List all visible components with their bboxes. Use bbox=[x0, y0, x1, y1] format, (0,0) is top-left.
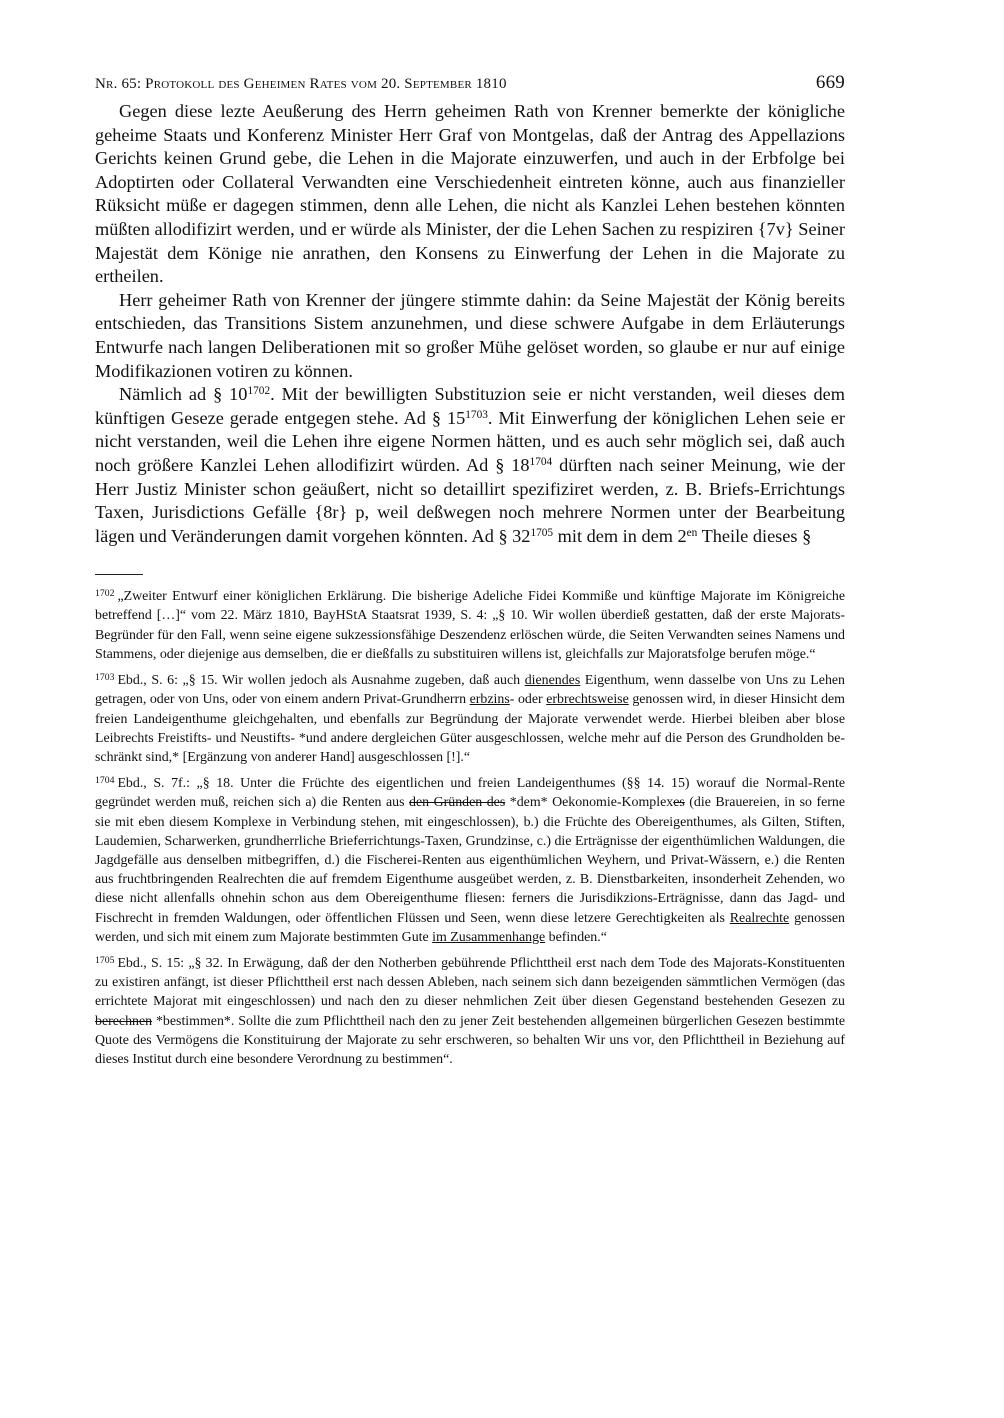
footnote-text: Ebd., S. 6: „§ 15. Wir wollen jedoch als Ausnahme zugeben, daß auch bbox=[117, 673, 525, 689]
footnote-ref-1702[interactable]: 1702 bbox=[247, 384, 271, 397]
text-segment: Theile dieses § bbox=[697, 525, 812, 546]
footnote-number: 1705 bbox=[95, 954, 115, 966]
footnote-1703 bbox=[95, 671, 845, 767]
footnote-text: - oder bbox=[509, 692, 547, 708]
footnote-text: (die Brauereien, in so ferne sie mit eben diesem Komplexe in Verbindung stehen, mit eingeschlossen), b.) die Früchte des Obereigenthumes, als Gilten, Stiften, Laudemien, Scharwerken, grundherrliche Brieferrichtungs-Taxen, Grundzinse, c.) die Erträgnisse der eigenthümlichen Waldungen, die Jagdgefälle aus denselben mitbegriffen, d.) die Fischerei-Renten aus eigenthümlichen Weyhern, und Privat-Wässern, e.) die Renten aus fruchtbringenden Realrechten die auf fremdem Eigenthume ausgeübet werden, z. B. Dienstbarkeiten, insonderheit Zehenden, wo diese nicht allenfalls ohnehin schon aus dem Obereigenthume fliesen: ferners die Jurisdikzions-Erträgnisse, dann das Jagd- und Fischrecht in fremden Waldungen, oder öffentlichen Flüssen und Seen, wenn diese letzere Gerechtigkeiten als bbox=[95, 795, 846, 926]
footnote-ref-1705[interactable]: 1705 bbox=[530, 526, 554, 539]
footnote-text: genossen werden, und sich mit einem zum Majorate bestimmten Gute bbox=[95, 910, 845, 945]
paragraph-krenner-junior: Herr geheimer Rath von Krenner der jüngere stimmte dahin: da Seine Majestät der König bereits entschieden, das Transitions Sistem anzunehmen, und diese schwere Aufgabe in dem Erläuterungs Entwurfe nach langen Deliberationen mit so großer Mühe gelöset worden, so glaube er nur auf einige Modifikazionen votiren zu können. bbox=[95, 289, 845, 381]
footnote-text: *dem* Oekonomie-Komplex bbox=[505, 795, 674, 811]
text-segment: . Mit Einwerfung der königlichen Lehen seie er nicht verstanden, weil die Lehen ihre eigene Normen hätten, und es auch sehr möglich sei, daß auch noch größere Kanzlei Lehen allodifizirt würden. Ad § 18 bbox=[95, 407, 845, 475]
paragraph-modifications bbox=[95, 383, 845, 548]
footnote-1702 bbox=[95, 587, 845, 664]
footnote-text: Ebd., S. 7f.: „§ 18. Unter die Früchte des eigentlichen und freien Landeigenthumes (§§ 14. 15) worauf die Normal-Rente gegründet werden muß, reichen sich a) die Renten aus bbox=[95, 776, 845, 811]
footnote-1704 bbox=[95, 774, 845, 947]
running-title: Nr. 65: Protokoll des Geheimen Rates vom 20. September 1810 bbox=[95, 76, 507, 92]
running-header bbox=[95, 70, 845, 100]
struck-text: berechnen bbox=[95, 1013, 153, 1029]
footnote-text: Eigenthum, wenn dasselbe von Uns zu Lehen getragen, oder von Uns, oder von einem andern Privat-Grundherrn bbox=[95, 673, 845, 708]
underlined-word: erbrechtsweise bbox=[546, 692, 629, 708]
footnote-text: befinden.“ bbox=[545, 929, 607, 945]
footnote-number: 1703 bbox=[95, 671, 115, 683]
page-number: 669 bbox=[815, 72, 845, 93]
underlined-word: Realrechte bbox=[729, 910, 790, 926]
underlined-word: im Zusammenhange bbox=[432, 929, 546, 945]
footnote-text: „Zweiter Entwurf einer königlichen Erklärung. Die bisherige Adeliche Fidei Kommiße und künftige Majorate im Königreiche betreffend […]“ vom 22. März 1810, BayHStA Staatsrat 1939, S. 4: „§ 10. Wir wollen überdieß gestatten, daß der erste Majorats-Begründer für den Fall, wenn seine eigene sukzessionsfähige Deszendenz erlöschen würde, die Seiten Verwandten seines Namens und Stammens, oder diejenige aus demselben, die er dießfalls zu substituiren willens ist, gleichfalls zur Majoratsfolge berufen möge.“ bbox=[95, 589, 845, 662]
text-segment: Nämlich ad § 10 bbox=[119, 384, 248, 405]
underlined-word: dienendes bbox=[524, 673, 581, 689]
footnote-text: genossen wird, in dieser Hinsicht dem freien Landeigenthume gleichgehalten, und ebenfalls zur Begründung der Majorate verwendet werde. Hierbei bleiben aber blose Leibrechts Freistifts- und Neustifts- *und andere dergleichen Güter ausgeschlossen, welche mehr auf die Person des Grundholden beschränkt sind,* [Ergänzung von anderer Hand] ausgeschlossen [!].“ bbox=[95, 692, 845, 765]
footnotes bbox=[95, 587, 845, 1069]
text-segment: . Mit der bewilligten Substituzion seie er nicht verstanden, weil dieses dem künftigen Geseze gerade entgegen stehe. Ad § 15 bbox=[95, 384, 845, 428]
footnote-ref-1704[interactable]: 1704 bbox=[529, 455, 553, 468]
paragraph-montgelas: Gegen diese lezte Aeußerung des Herrn geheimen Rath von Krenner bemerkte der königliche geheime Staats und Konferenz Minister Herr Graf von Montgelas, daß der Antrag des Appellazions Gerichts keinen Grund gebe, die Lehen in die Majorate einzuwerfen, und auch in der Erbfolge bei Adoptirten oder Collateral Verwandten eine Verschiedenheit eintreten könne, auch aus finanzieller Rüksicht müße er dagegen stimmen, denn alle Lehen, die nicht als Kanzlei Lehen bestehen könnten müßten allodifizirt werden, und er würde als Minister, der die Lehen Sachen zu respiziren {7v} Seiner Majestät dem Könige nie anrathen, den Konsens zu Einwerfung der Lehen in die Majorate zu ertheilen. bbox=[95, 101, 845, 287]
footnote-number: 1704 bbox=[95, 774, 115, 786]
ordinal-superscript: en bbox=[686, 526, 698, 539]
footnote-number: 1702 bbox=[95, 587, 115, 599]
underlined-word: erbzins bbox=[469, 692, 510, 708]
footnote-text: *bestimmen*. Sollte die zum Pflichttheil nach den zu jener Zeit bestehenden allgemeinen bürgerlichen Gesezen bestimmte Quote des Vermögens die Konstituirung der Majorate zu sehr erschweren, so behalten Wir uns vor, den Pflichttheil in Beziehung auf dieses Institut durch eine besondere Verordnung zu bestimmen“. bbox=[95, 1013, 845, 1067]
document-page bbox=[95, 70, 845, 1076]
struck-text: den Gründen des bbox=[409, 795, 506, 811]
text-segment: dürften nach seiner Meinung, wie der Herr Justiz Minister schon geäußert, nicht so detaillirt spezifiziret werden, z. B. Briefs-Errichtungs Taxen, Jurisdictions Gefälle {8r} p, weil deßwegen noch mehrere Normen unter der Bearbeitung lägen und Veränderungen damit vorgehen könnten. Ad § 32 bbox=[95, 454, 845, 546]
text-segment: mit dem in dem 2 bbox=[553, 525, 687, 546]
footnote-separator bbox=[95, 574, 143, 575]
footnote-ref-1703[interactable]: 1703 bbox=[465, 408, 488, 421]
footnote-text: Ebd., S. 15: „§ 32. In Erwägung, daß der den Notherben gebührende Pflichttheil erst nach dem Tode des Majorats-Konstituenten zu existiren anfängt, ist dieser Pflichttheil erst nach dessen Ableben, nach seinem sich dann bezeigenden sämmtlichen Vermögen (das errichtete Majorat mit eingeschlossen) und nach den zu dieser nehmlichen Zeit über diesen Gegenstand bestehenden Gesezen zu bbox=[95, 955, 845, 1010]
struck-text: es bbox=[673, 795, 685, 811]
footnote-1705 bbox=[95, 954, 845, 1069]
main-text bbox=[95, 100, 845, 548]
